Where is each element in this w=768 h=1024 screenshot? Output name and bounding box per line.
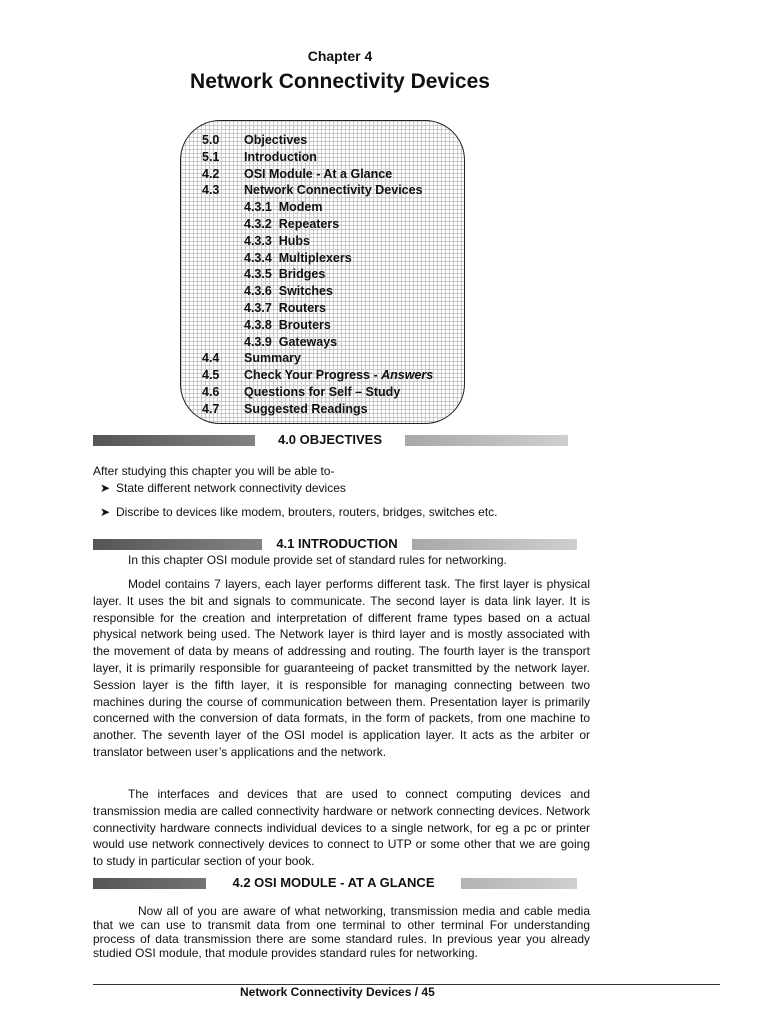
toc-entry	[202, 132, 462, 149]
objectives-heading: 4.0 OBJECTIVES	[255, 432, 405, 447]
toc-entry	[202, 283, 462, 300]
toc-entry-label: 4.3.4 Multiplexers	[244, 250, 352, 265]
toc-entry	[202, 300, 462, 317]
toc-entry-label: 4.3.7 Routers	[244, 300, 326, 315]
bullet-arrow-icon: ➤	[100, 505, 111, 519]
toc-entry	[202, 401, 462, 418]
toc-entry-label: Introduction	[244, 149, 317, 164]
toc-entry	[202, 149, 462, 166]
toc-entry	[202, 367, 462, 384]
toc-entry	[202, 233, 462, 250]
toc-entry-number: 4.5	[202, 368, 220, 383]
objectives-bullet: ➤ Discribe to devices like modem, brouters, routers, bridges, switches etc.	[100, 505, 498, 519]
chapter-title: Network Connectivity Devices	[190, 70, 490, 93]
toc-entry	[202, 350, 462, 367]
introduction-paragraph-2: Model contains 7 layers, each layer performs different task. The first layer is physical layer. It uses the bit and signals to communicate. The second layer is data link layer. It is responsible for the creation and interpretation of different frame types based on a actual physical network being used. The Network layer is third layer and is mostly associated with the movement of data by means of addressing and routing. The fourth layer is the transport layer, it is primarily responsible for guaranteeing of packet transmitted by the network layer. Session layer is the fifth layer, it is responsible for managing connecting between two machines during the course of communication between them. Presentation layer is primarily concerned with the conversion of data formats, in the form of packets, from one machine to another. The seventh layer of the OSI model is application layer. It acts as the arbiter or translator between user’s applications and the network.	[93, 577, 590, 759]
toc-entry-number: 4.3	[202, 183, 220, 198]
toc-entry	[202, 199, 462, 216]
toc-entry-label: Network Connectivity Devices	[244, 183, 423, 198]
toc-entry-label: 4.3.1 Modem	[244, 200, 323, 215]
toc-entry-number: 4.4	[202, 351, 220, 366]
introduction-heading: 4.1 INTRODUCTION	[262, 536, 412, 551]
toc-entry	[202, 384, 462, 401]
toc-entry-number: 5.1	[202, 149, 220, 164]
toc-entry-number: 4.2	[202, 166, 220, 181]
toc-entry	[202, 317, 462, 334]
toc-entry-label: 4.3.2 Repeaters	[244, 216, 340, 231]
toc-entry-label: Suggested Readings	[244, 401, 368, 416]
objectives-intro: After studying this chapter you will be able to-	[93, 464, 335, 478]
toc-entry	[202, 250, 462, 267]
toc-entry	[202, 166, 462, 183]
table-of-contents	[202, 132, 462, 418]
chapter-label: Chapter 4	[307, 48, 373, 64]
toc-entry-label: 4.3.9 Gateways	[244, 334, 338, 349]
toc-entry	[202, 216, 462, 233]
toc-entry-italic: Answers	[381, 368, 434, 383]
objectives-bullet: ➤ State different network connectivity devices	[100, 481, 346, 495]
toc-entry-number: 4.7	[202, 401, 220, 416]
osi-paragraph-1: Now all of you are aware of what networking, transmission media and cable media that we can use to transmit data from one terminal to other terminal For understanding process of data transmission there are some standard rules. In previous year you already studied OSI module, that module provides standard rules for networking.	[93, 904, 590, 960]
toc-entry-label: 4.3.5 Bridges	[244, 267, 326, 282]
toc-entry-label: 4.3.3 Hubs	[244, 233, 310, 248]
introduction-paragraph-1: In this chapter OSI module provide set of standard rules for networking.	[128, 553, 507, 567]
toc-entry-number: 5.0	[202, 133, 220, 147]
page-footer: Network Connectivity Devices / 45	[240, 985, 435, 999]
toc-entry-label: 4.3.8 Brouters	[244, 317, 331, 332]
toc-entry-number: 4.6	[202, 384, 220, 399]
toc-entry	[202, 182, 462, 199]
toc-entry	[202, 266, 462, 283]
toc-entry-label: OSI Module - At a Glance	[244, 166, 393, 181]
introduction-paragraph-3: The interfaces and devices that are used to connect computing devices and transmission media are called connectivity hardware or network connecting devices. Network connectivity hardware connects individual devices to a single network, for eg a pc or printer would use network connectively devices to connect to UTP or some other that we are going to study in particular section of your book.	[93, 787, 590, 869]
toc-entry-label: Questions for Self – Study	[244, 384, 401, 399]
toc-entry-label: Summary	[244, 351, 301, 366]
bullet-arrow-icon: ➤	[100, 481, 111, 495]
toc-entry-label: Check Your Progress - Answers	[244, 368, 434, 383]
toc-entry	[202, 334, 462, 351]
osi-heading: 4.2 OSI MODULE - AT A GLANCE	[206, 875, 461, 890]
toc-entry-label: 4.3.6 Switches	[244, 284, 333, 299]
toc-entry-label: Objectives	[244, 133, 308, 147]
